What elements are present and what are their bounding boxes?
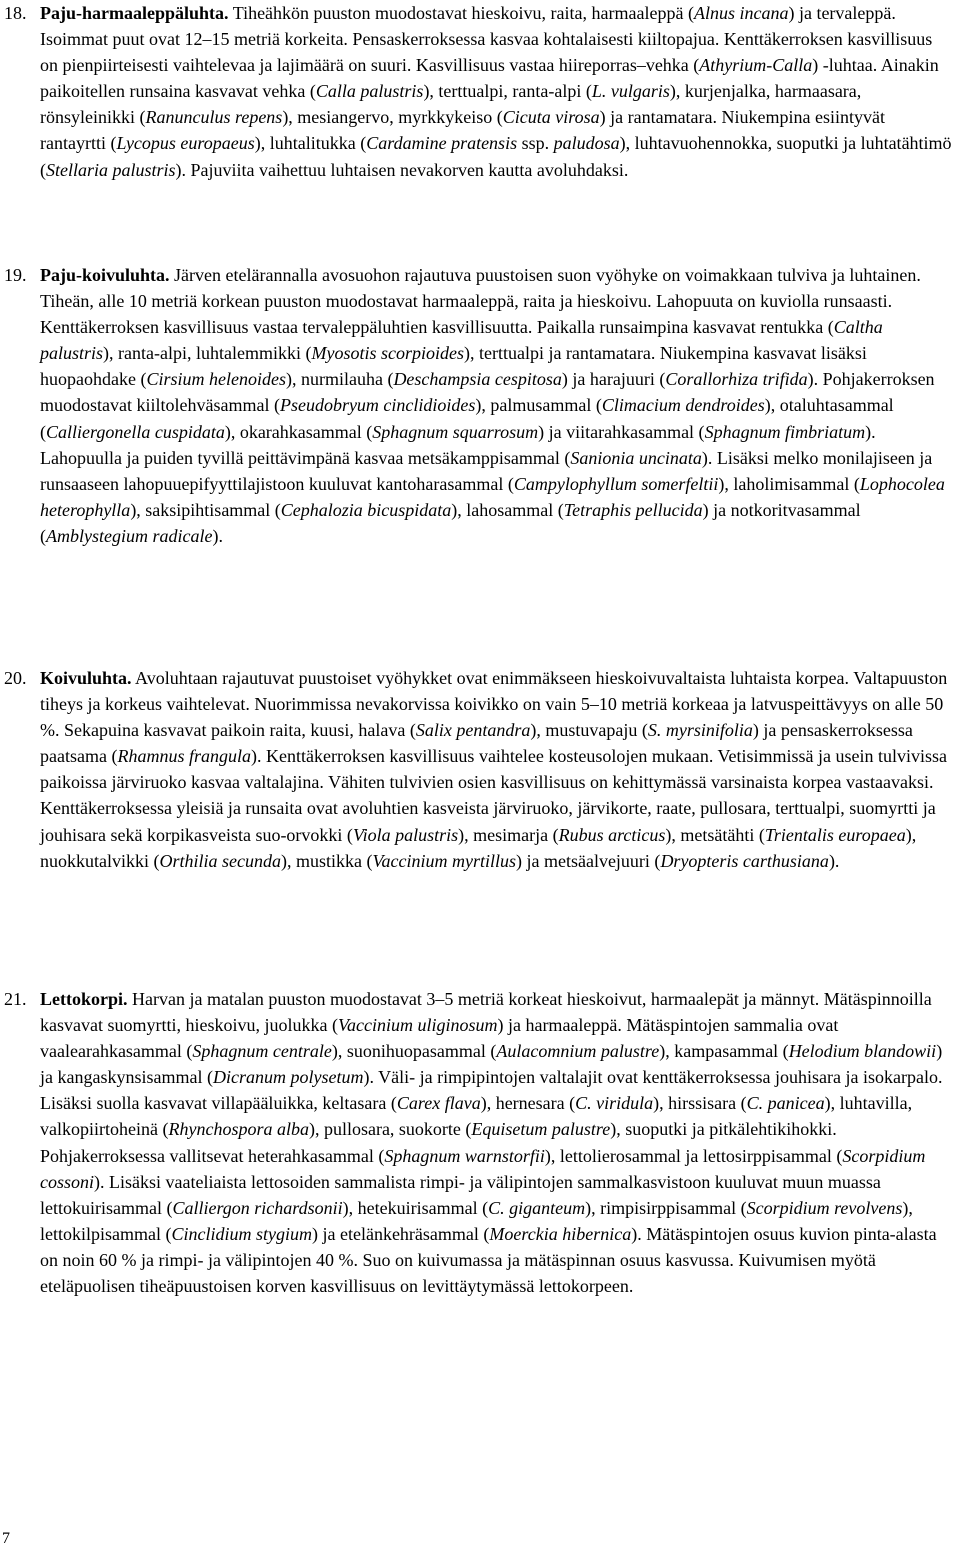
text-run: ), hetekuirisammal ( xyxy=(342,1197,489,1218)
entry-19 xyxy=(0,262,960,549)
text-run: Harvan ja matalan puuston muodostavat 3–5 metriä korkeat hieskoivut, harmaalepät ja männyt. Mätäspinnoilla kasvavat suomyrtti, hieskoivu, juolukka ( xyxy=(40,989,932,1036)
species-name: Pseudobryum cinclidioides xyxy=(279,395,476,416)
species-name: Campylophyllum somerfeltii xyxy=(513,473,719,494)
species-name: Helodium blandowii xyxy=(788,1041,937,1062)
species-name: Alnus incana xyxy=(693,3,789,23)
species-name: Myosotis scorpioides xyxy=(311,343,464,364)
text-run: ), terttualpi ja rantamatara. Niukempina kasvavat lisäksi huopaohdake ( xyxy=(40,343,867,390)
species-name: Sphagnum warnstorfii xyxy=(384,1145,545,1166)
text-run: ), nuokkutalvikki ( xyxy=(40,824,917,871)
species-name: Trientalis europaea xyxy=(764,824,906,845)
text-run: ), otaluhtasammal ( xyxy=(40,395,894,442)
species-name: Carex flava xyxy=(396,1093,481,1114)
text-run: ), mesiangervo, myrkkykeiso ( xyxy=(282,107,503,128)
text-run: ). xyxy=(828,850,840,871)
species-name: Lophocolea heterophylla xyxy=(40,473,945,520)
species-name: C. giganteum xyxy=(488,1197,586,1218)
text-run: ), mesimarja ( xyxy=(458,824,559,845)
text-run: ), palmusammal ( xyxy=(475,395,602,416)
species-name: C. viridula xyxy=(575,1093,654,1114)
text-run: ), nurmilauha ( xyxy=(285,369,394,390)
text-run: Järven etelärannalla avosuohon rajautuva puustoisen suon vyöhyke on voimakkaan tulviva ja luhtainen. Tiheän, alle 10 metriä korkean puuston muodostavat harmaaleppä, raita ja hieskoivu. Lahopuuta on kuviolla runsaasti. Kenttäkerroksen kasvillisuus vastaa tervaleppäluhtien kasvillisuutta. Paikalla runsaimpina kasvavat rentukka ( xyxy=(40,265,921,338)
entry-number: 18. xyxy=(4,3,27,23)
text-run: ) ja notkoritvasammal ( xyxy=(40,499,861,546)
species-name: Vaccinium myrtillus xyxy=(372,850,516,871)
species-name: Lycopus europaeus xyxy=(116,133,255,154)
species-name: Salix pentandra xyxy=(415,720,531,741)
text-run: ). xyxy=(212,525,223,546)
text-run: ), pullosara, suokorte ( xyxy=(308,1119,472,1140)
text-run: ) ja metsäalvejuuri ( xyxy=(515,850,661,871)
species-name: Cinclidium stygium xyxy=(171,1223,312,1244)
text-run: ), luhtalitukka ( xyxy=(254,133,367,154)
text-run: ), luhtavilla, valkopiirtoheinä ( xyxy=(40,1093,913,1140)
species-name: paludosa xyxy=(553,133,620,154)
species-name: Cicuta virosa xyxy=(502,107,600,128)
species-name: Viola palustris xyxy=(352,824,459,845)
species-name: C. panicea xyxy=(746,1093,825,1114)
text-run: ). Lahopuulla ja puiden tyvillä peittävimpänä kasvaa metsäkamppisammal ( xyxy=(40,421,876,468)
text-run: Avoluhtaan rajautuvat puustoiset vyöhykket ovat enimmäkseen hieskoivuvaltaista luhtaista korpea. Valtapuuston tiheys ja korkeus vaihtelevat. Nuorimmissa nevakorvissa koivikko on vain 5–10 metriä korkeaa ja latvuspeittävyys on alle 50 %. Sekapuina kasvavat paikoin raita, kuusi, halava ( xyxy=(40,668,948,741)
species-name: Scorpidium cossoni xyxy=(40,1145,926,1192)
entry-number: 20. xyxy=(4,668,27,688)
text-run: ). Kenttäkerroksen kasvillisuus vaihtelee kosteusolojen mukaan. Vetisimmissä ja usein tulvivissa paikoissa järviruoko kasvaa valtalajina. Vähiten tulvivien osien kasvillisuus on kehittymässä varsinaista korpea vastaavaksi. Kenttäkerroksessa yleisiä ja runsaita ovat avoluhtien kasveista järviruoko, järvikorte, raate, pullosara, terttualpi, suomyrtti ja jouhisara sekä korpikasveista suo-orvokki ( xyxy=(40,746,948,845)
species-name: Stellaria palustris xyxy=(46,159,176,180)
text-run: ), metsätähti ( xyxy=(665,824,765,845)
text-run: ssp. xyxy=(517,133,554,154)
species-name: Athyrium-Calla xyxy=(699,55,813,76)
species-name: Rhynchospora alba xyxy=(168,1119,309,1140)
text-run: ), mustikka ( xyxy=(281,850,373,871)
text-run: ). Mätäspintojen osuus kuvion pinta-alasta on noin 60 % ja rimpi- ja välipintojen 40 %. Suo on kuivumassa ja mätäspinnan osuus kasvussa. Kuivumisen myötä eteläpuolisen tiheäpuustoisen korven kasvillisuus on levittäytymässä lettokorpeen. xyxy=(40,1223,937,1297)
species-name: S. myrsinifolia xyxy=(647,720,753,741)
species-name: Dryopteris carthusiana xyxy=(660,850,829,871)
species-name: Tetraphis pellucida xyxy=(563,499,703,520)
text-run: ). Pajuviita vaihettuu luhtaisen nevakorven kautta avoluhdaksi. xyxy=(175,159,629,180)
species-name: Scorpidium revolvens xyxy=(746,1197,903,1218)
species-name: Amblystegium radicale xyxy=(46,525,213,546)
species-name: Corallorhiza trifida xyxy=(665,369,808,390)
text-run: ), ranta-alpi, luhtalemmikki ( xyxy=(103,343,312,364)
species-name: Vaccinium uliginosum xyxy=(337,1015,498,1036)
text-run: ) ja pensaskerroksessa paatsama ( xyxy=(40,720,913,767)
text-run: ), saksipihtisammal ( xyxy=(130,499,281,520)
species-name: Orthilia secunda xyxy=(159,850,281,871)
species-name: Caltha palustris xyxy=(40,317,883,364)
entry-heading: Paju-koivuluhta. xyxy=(40,265,170,285)
species-name: Cardamine pratensis xyxy=(366,133,518,154)
species-name: Deschampsia cespitosa xyxy=(393,369,562,390)
text-run: ), mustuvapaju ( xyxy=(530,720,648,741)
text-run: ) -luhtaa. Ainakin paikoitellen runsaina kasvavat vehka ( xyxy=(40,55,939,102)
text-run: ) ja viitarahkasammal ( xyxy=(538,421,705,442)
species-name: Calliergon richardsonii xyxy=(172,1197,343,1218)
species-name: Rhamnus frangula xyxy=(117,746,251,767)
text-run: ) ja tervaleppä. Isoimmat puut ovat 12–15 metriä korkeita. Pensaskerroksessa kasvaa kohtalaisesti kiiltopajua. Kenttäkerroksen kasvillisuus on pienpiirteisesti vaihtelevaa ja lajimäärä on suuri. Kasvillisuus vastaa hiireporras–vehka ( xyxy=(40,3,933,76)
text-run: ), okarahkasammal ( xyxy=(224,421,373,442)
text-run: ), suoputki ja pitkälehtikihokki. Pohjakerroksessa vallitsevat heterahkasammal ( xyxy=(40,1119,837,1166)
text-run: ), luhtavuohennokka, suoputki ja luhtatähtimö ( xyxy=(40,133,952,180)
species-name: Climacium dendroides xyxy=(601,395,765,416)
entry-heading: Koivuluhta. xyxy=(40,668,132,688)
species-name: Calliergonella cuspidata xyxy=(46,421,225,442)
species-name: Equisetum palustre xyxy=(471,1119,611,1140)
species-name: Dicranum polysetum xyxy=(212,1067,364,1088)
text-run: ), kurjenjalka, harmaasara, rönsyleinikki ( xyxy=(40,81,862,128)
species-name: Sphagnum squarrosum xyxy=(372,421,539,442)
entry-20 xyxy=(0,665,960,874)
entry-18 xyxy=(0,0,960,183)
entry-number: 21. xyxy=(4,989,27,1009)
entry-heading: Lettokorpi. xyxy=(40,989,128,1009)
text-run: ), hirssisara ( xyxy=(653,1093,747,1114)
species-name: Ranunculus repens xyxy=(145,107,283,128)
page-number: 7 xyxy=(2,1530,10,1547)
text-run: ), lettolierosammal ja lettosirppisammal ( xyxy=(544,1145,843,1166)
species-name: Calla palustris xyxy=(315,81,424,102)
species-name: Moerckia hibernica xyxy=(489,1223,632,1244)
text-run: ), rimpisirppisammal ( xyxy=(585,1197,747,1218)
text-run: ) ja rantamatara. Niukempina esiintyvät rantayrtti ( xyxy=(40,107,885,154)
entry-heading: Paju-harmaaleppäluhta. xyxy=(40,3,229,23)
text-run: ), lettokilpisammal ( xyxy=(40,1197,913,1244)
species-name: Sanionia uncinata xyxy=(570,447,702,468)
species-name: Sphagnum centrale xyxy=(192,1041,332,1062)
species-name: Cephalozia bicuspidata xyxy=(280,499,452,520)
entry-text xyxy=(40,0,952,183)
text-run: ), kampasammal ( xyxy=(659,1041,789,1062)
species-name: Rubus arcticus xyxy=(558,824,666,845)
species-name: Sphagnum fimbriatum xyxy=(704,421,866,442)
entry-text xyxy=(40,665,952,874)
text-run: ) ja harmaaleppä. Mätäspintojen sammalia ovat vaalearahkasammal ( xyxy=(40,1015,839,1062)
text-run: ) ja kangaskynsisammal ( xyxy=(40,1041,943,1088)
text-run: ), suonihuopasammal ( xyxy=(331,1041,497,1062)
text-run: ), terttualpi, ranta-alpi ( xyxy=(423,81,592,102)
species-name: L. vulgaris xyxy=(591,81,670,102)
entry-text xyxy=(40,262,952,549)
text-run: ) ja harajuuri ( xyxy=(561,369,666,390)
text-run: ), hernesara ( xyxy=(480,1093,576,1114)
entry-text xyxy=(40,986,952,1299)
entry-number: 19. xyxy=(4,265,27,285)
text-run: ) ja etelänkehräsammal ( xyxy=(311,1223,490,1244)
entry-21 xyxy=(0,986,960,1299)
species-name: Aulacomnium palustre xyxy=(496,1041,660,1062)
species-name: Cirsium helenoides xyxy=(146,369,286,390)
text-run: Tiheähkön puuston muodostavat hieskoivu, raita, harmaaleppä ( xyxy=(228,3,694,23)
text-run: ). Lisäksi melko monilajiseen ja runsaaseen lahopuuepifyyttilajistoon kuuluvat kantoharasammal ( xyxy=(40,447,933,494)
text-run: ). Väli- ja rimpipintojen valtalajit ovat kenttäkerroksessa jouhisara ja isokarpalo. Lisäksi suolla kasvavat villapääluikka, keltasara ( xyxy=(40,1067,943,1114)
text-run: ). Lisäksi vaateliaista lettosoiden sammalista rimpi- ja välipintojen sammalkasvistoon kuuluvat muun muassa lettokuirisammal ( xyxy=(40,1171,881,1218)
text-run: ), laholimisammal ( xyxy=(718,473,860,494)
text-run: ). Pohjakerroksen muodostavat kiiltolehväsammal ( xyxy=(40,369,935,416)
text-run: ), lahosammal ( xyxy=(451,499,564,520)
